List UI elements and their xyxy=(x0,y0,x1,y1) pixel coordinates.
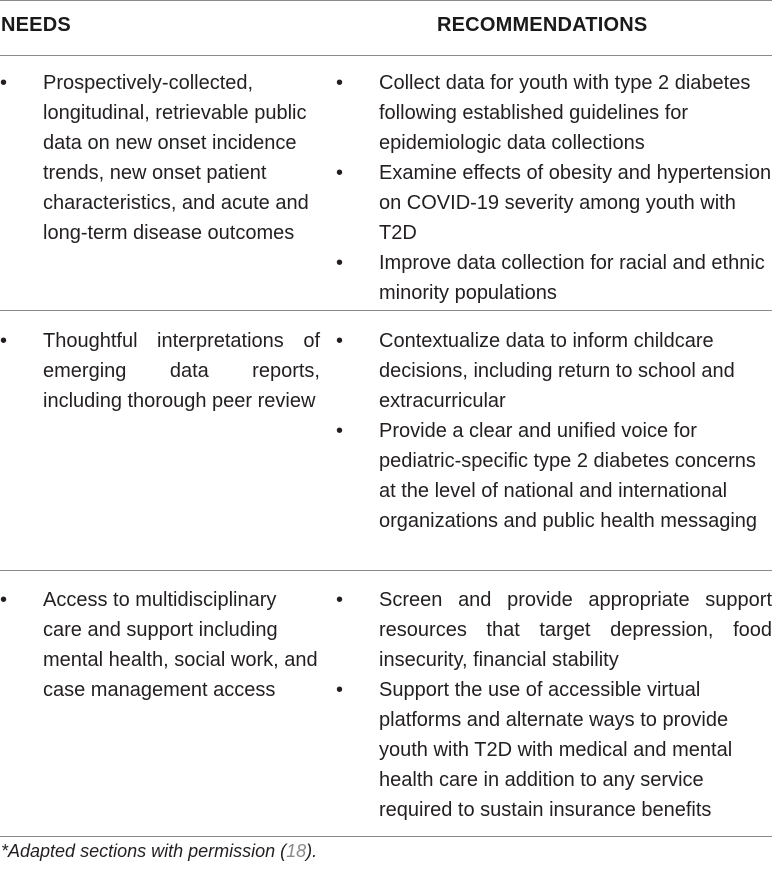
recommendation-text: Improve data collection for racial and ethnic minority populations xyxy=(379,252,765,304)
bullet: • xyxy=(336,679,344,701)
footnote-text: *Adapted sections with permission ( xyxy=(1,841,287,861)
needs-header: NEEDS xyxy=(1,14,71,36)
row-rule xyxy=(0,310,772,311)
recommendation-text: Collect data for youth with type 2 diabetes following established guidelines for epidemiologic data collections xyxy=(379,72,751,154)
recommendation-item xyxy=(336,248,772,308)
table-top-rule xyxy=(0,0,772,1)
reference-link[interactable]: 18 xyxy=(286,841,307,861)
row-rule xyxy=(0,570,772,571)
recommendations-cell xyxy=(336,326,772,536)
recommendation-item xyxy=(336,68,772,158)
bullet: • xyxy=(336,330,344,352)
need-text: Thoughtful interpretations of emerging data reports, including thorough peer review xyxy=(43,330,320,412)
bullet: • xyxy=(0,589,8,611)
recommendation-item xyxy=(336,326,772,416)
recommendation-text: Examine effects of obesity and hypertension on COVID-19 severity among youth with T2D xyxy=(379,162,772,244)
bullet: • xyxy=(336,72,344,94)
footnote-end: ). xyxy=(306,841,318,861)
bullet: • xyxy=(0,330,8,352)
recommendation-text: Screen and provide appropriate support resources that target depression, food insecurity, financial stability xyxy=(379,589,772,671)
bullet: • xyxy=(336,420,344,442)
table-footnote xyxy=(1,841,317,862)
bullet: • xyxy=(336,589,344,611)
need-text: Access to multidisciplinary care and support including mental health, social work, and case management access xyxy=(43,589,318,701)
bullet: • xyxy=(336,252,344,274)
recommendation-text: Support the use of accessible virtual platforms and alternate ways to provide youth with T2D with medical and mental health care in addition to any service required to sustain insurance benefits xyxy=(379,679,733,821)
recommendation-text: Provide a clear and unified voice for pediatric-specific type 2 diabetes concerns at the level of national and international organizations and public health messaging xyxy=(379,420,758,532)
need-cell xyxy=(0,326,330,416)
recommendations-header: RECOMMENDATIONS xyxy=(437,14,648,36)
need-cell xyxy=(0,585,330,705)
need-cell xyxy=(0,68,330,248)
header-rule xyxy=(0,55,772,56)
recommendations-cell xyxy=(336,585,772,825)
recommendations-cell xyxy=(336,68,772,308)
need-text: Prospectively-collected, longitudinal, retrievable public data on new onset incidence trends, new onset patient characteristics, and acute and long-term disease outcomes xyxy=(43,72,309,244)
recommendation-item xyxy=(336,158,772,248)
recommendation-item xyxy=(336,416,772,536)
recommendation-item xyxy=(336,675,772,825)
recommendation-item xyxy=(336,585,772,675)
recommendation-text: Contextualize data to inform childcare decisions, including return to school and extracurricular xyxy=(379,330,735,412)
table-bottom-rule xyxy=(0,836,772,837)
bullet: • xyxy=(0,72,8,94)
bullet: • xyxy=(336,162,344,184)
